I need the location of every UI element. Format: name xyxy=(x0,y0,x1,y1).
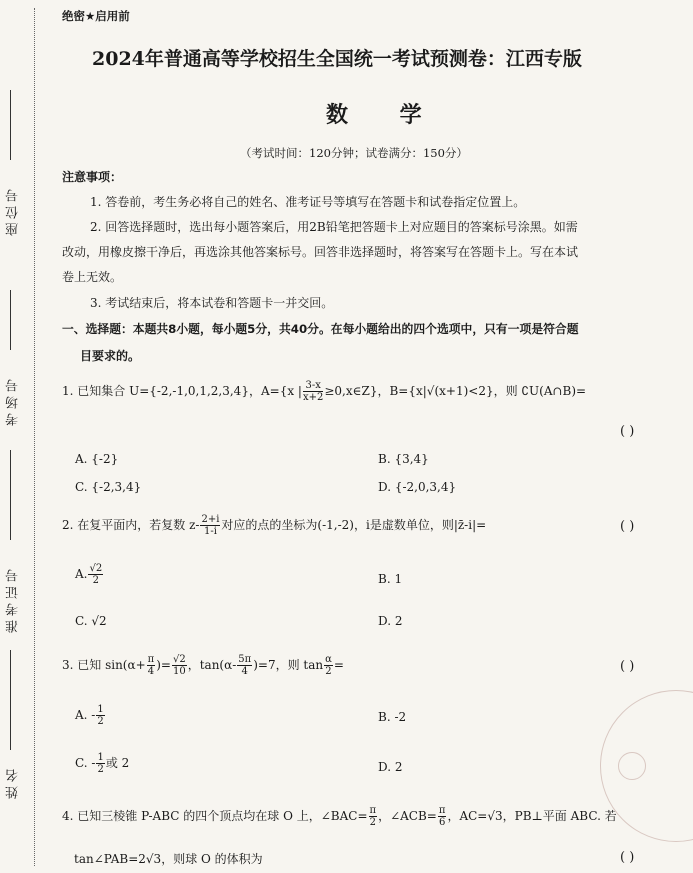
q2-option-d: D. 2 xyxy=(378,614,403,628)
exam-room-label: 考场号 xyxy=(6,375,21,426)
q3-option-a-num: 1 xyxy=(97,704,104,715)
q3-text-c: ，tan(α- xyxy=(187,658,237,672)
question-4-stem xyxy=(62,805,617,828)
q3-text-d: )=7，则 tan xyxy=(253,658,324,672)
q3-fraction-4 xyxy=(324,654,333,677)
question-1-answer-paren: ( ) xyxy=(620,424,635,439)
q3-f3-den: 4 xyxy=(241,666,248,677)
exam-title: 2024年普通高等学校招生全国统一考试预测卷：江西专版 xyxy=(92,48,582,70)
seat-number-label: 座位号 xyxy=(6,185,21,236)
q3-text-b: )= xyxy=(156,658,171,672)
secret-mark: 绝密★启用前 xyxy=(62,9,130,23)
note-1: 1. 答卷前，考生务必将自己的姓名、准考证号等填写在答题卡和试卷指定位置上。 xyxy=(90,195,526,209)
q3-option-a-fraction xyxy=(96,704,104,727)
q4-f2-den: 6 xyxy=(438,817,446,828)
q3-option-c-den: 2 xyxy=(97,764,104,775)
watermark-logo-icon xyxy=(618,752,646,780)
admission-number-blank xyxy=(10,450,11,540)
cut-line xyxy=(34,8,35,866)
question-1-stem xyxy=(62,380,586,403)
q3-f1-den: 4 xyxy=(147,666,155,677)
exam-room-blank xyxy=(10,290,11,350)
question-2-answer-paren: ( ) xyxy=(620,519,635,534)
q4-text-c: ，AC=√3，PB⊥平面 ABC. 若 xyxy=(447,809,617,823)
q2-text-a: 2. 在复平面内，若复数 z- xyxy=(62,518,200,532)
name-label: 姓名 xyxy=(6,765,21,799)
q3-option-d: D. 2 xyxy=(378,760,403,774)
q3-option-a-label: A. - xyxy=(75,708,96,722)
q3-option-c-rest: 或 2 xyxy=(105,756,130,770)
q3-option-c xyxy=(75,752,129,775)
q1-text-b: ，B={x|√(x+1)<2}，则 ∁U(A∩B)= xyxy=(377,384,587,398)
q3-option-c-label: C. - xyxy=(75,756,96,770)
q2-fraction-num: 2+i xyxy=(201,514,220,525)
question-2-stem xyxy=(62,514,486,537)
q4-text-b: ，∠ACB= xyxy=(378,809,437,823)
q1-fraction-den: x+2 xyxy=(302,392,324,403)
q4-f1-num: π xyxy=(369,805,377,816)
question-4-answer-paren: ( ) xyxy=(620,850,635,865)
section-heading-line-2: 目要求的。 xyxy=(80,349,141,363)
note-2-line-2: 改动，用橡皮擦干净后，再选涂其他答案标号。回答非选择题时，将答案写在答题卡上。写在本试 xyxy=(62,245,579,259)
q3-f2-den: 10 xyxy=(172,666,186,677)
q4-f2-num: π xyxy=(438,805,446,816)
q3-option-a-den: 2 xyxy=(97,716,104,727)
question-4-line-2: tan∠PAB=2√3，则球 O 的体积为 xyxy=(74,852,263,866)
q3-f4-num: α xyxy=(325,654,332,665)
q3-option-c-num: 1 xyxy=(97,752,104,763)
q4-text-a: 4. 已知三棱锥 P-ABC 的四个顶点均在球 O 上，∠BAC= xyxy=(62,809,368,823)
q2-fraction xyxy=(200,514,220,537)
q1-option-d: D. {-2,0,3,4} xyxy=(378,480,457,494)
exam-time-info: （考试时间：120分钟；试卷满分：150分） xyxy=(240,146,468,160)
q1-option-c: C. {-2,3,4} xyxy=(75,480,142,494)
seat-number-blank xyxy=(10,90,11,160)
q2-option-a-fraction xyxy=(88,563,103,586)
notes-heading: 注意事项： xyxy=(62,170,123,184)
q3-option-c-fraction xyxy=(96,752,104,775)
section-heading-line-1: 一、选择题：本题共8小题，每小题5分，共40分。在每小题给出的四个选项中，只有一项是符合题 xyxy=(62,322,579,336)
q1-text-a: 1. 已知集合 U={-2,-1,0,1,2,3,4}，A= xyxy=(62,384,280,398)
q3-f4-den: 2 xyxy=(325,666,332,677)
q3-fraction-3 xyxy=(237,654,252,677)
q3-text-e: = xyxy=(333,658,344,672)
q2-option-a xyxy=(75,563,104,586)
question-3-answer-paren: ( ) xyxy=(620,659,635,674)
q3-fraction-1 xyxy=(147,654,156,677)
name-blank xyxy=(10,650,11,750)
q3-f3-num: 5π xyxy=(238,654,252,665)
q1-option-a: A. {-2} xyxy=(75,452,119,466)
q3-f2-num: √2 xyxy=(172,654,186,665)
q3-f1-num: π xyxy=(147,654,155,665)
q3-fraction-2 xyxy=(172,654,187,677)
note-2-line-1: 2. 回答选择题时，选出每小题答案后，用2B铅笔把答题卡上对应题目的答案标号涂黑。如需 xyxy=(90,220,578,234)
q1-set-rest: ≥0,x∈Z} xyxy=(324,384,378,398)
q2-text-b: 对应的点的坐标为(-1,-2)，i是虚数单位，则|z̄-i|= xyxy=(221,518,487,532)
q2-fraction-den: 1-i xyxy=(203,526,217,537)
q2-option-b: B. 1 xyxy=(378,572,403,586)
q1-option-b: B. {3,4} xyxy=(378,452,429,466)
subject-title: 数 学 xyxy=(326,102,444,128)
q4-fraction-2 xyxy=(438,805,447,828)
q3-text-a: 3. 已知 sin(α+ xyxy=(62,658,146,672)
q1-set-open: {x | xyxy=(279,384,302,398)
q1-fraction-num: 3-x xyxy=(303,380,323,392)
binding-sidebar xyxy=(0,0,40,873)
q4-fraction-1 xyxy=(369,805,378,828)
q4-f1-den: 2 xyxy=(369,817,376,828)
q2-option-a-label: A. xyxy=(75,567,88,581)
q3-option-a xyxy=(75,704,106,727)
q2-option-c: C. √2 xyxy=(75,614,107,628)
q3-option-b: B. -2 xyxy=(378,710,407,724)
question-3-stem xyxy=(62,654,344,677)
q2-option-a-num: √2 xyxy=(89,563,103,574)
admission-number-label: 准考证号 xyxy=(6,565,21,633)
note-3: 3. 考试结束后，将本试卷和答题卡一并交回。 xyxy=(90,296,334,310)
note-2-line-3: 卷上无效。 xyxy=(62,270,123,284)
q1-fraction xyxy=(303,380,323,403)
q2-option-a-den: 2 xyxy=(92,575,100,586)
